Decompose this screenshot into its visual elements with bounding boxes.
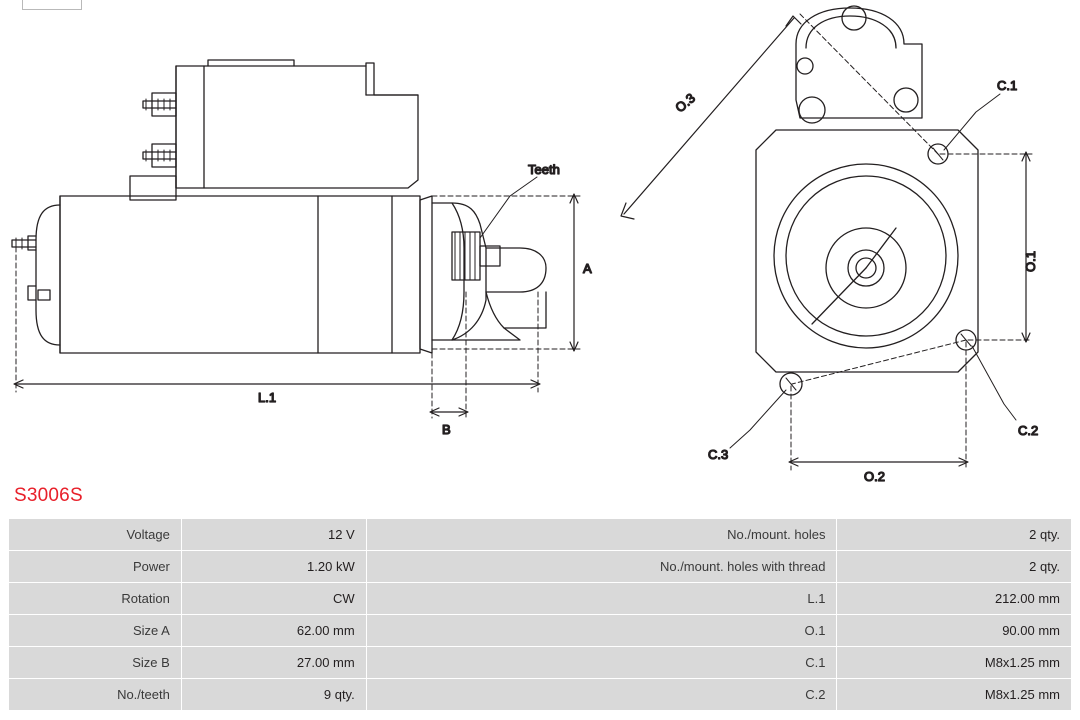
- spec-label-rotation: Rotation: [9, 583, 182, 615]
- solenoid-cap: [208, 60, 294, 66]
- label-dim-b: B: [442, 422, 451, 437]
- label-dim-c3: C.3: [708, 447, 729, 462]
- solenoid-body: [176, 63, 418, 188]
- flange-inner-bore: [786, 176, 946, 336]
- solenoid-hole-right: [894, 88, 918, 112]
- motor-housing: [60, 196, 420, 353]
- label-dim-o3: O.3: [672, 90, 698, 116]
- hub-spoke-2: [812, 268, 866, 324]
- label-dim-l1: L.1: [258, 390, 277, 405]
- label-dim-c1: C.1: [997, 78, 1018, 93]
- specification-table: [8, 518, 1072, 711]
- spec-value-mount-holes-thread: 2 qty.: [837, 551, 1072, 583]
- nose-inner-line: [452, 203, 464, 340]
- dim-b-arrow: [430, 408, 468, 416]
- spec-value-voltage: 12 V: [181, 519, 366, 551]
- dim-a-arrow: [570, 194, 578, 351]
- pinion-gear: [452, 232, 480, 280]
- c2-leader: [972, 346, 1016, 420]
- rear-lug: [38, 290, 50, 300]
- dim-b-extension: [432, 292, 466, 418]
- pinion-shaft: [480, 246, 500, 266]
- part-number: S3006S: [14, 485, 83, 506]
- side-view-starter: [12, 60, 592, 437]
- spec-label-mount-holes: No./mount. holes: [366, 519, 837, 551]
- table-row: [9, 583, 1072, 615]
- flange-outer-bore: [774, 164, 958, 348]
- label-dim-o2: O.2: [864, 469, 885, 484]
- table-row: [9, 615, 1072, 647]
- terminal-upper: [143, 101, 176, 108]
- spec-label-c2: C.2: [366, 679, 837, 711]
- spec-label-o1: O.1: [366, 615, 837, 647]
- dim-o2-extension: [791, 342, 966, 470]
- label-teeth: Teeth: [528, 162, 560, 177]
- solenoid-top-arc: [806, 16, 896, 48]
- spec-value-o1: 90.00 mm: [837, 615, 1072, 647]
- label-dim-o1: O.1: [1023, 251, 1038, 272]
- hub-spoke-1: [866, 228, 896, 268]
- spec-label-size-a: Size A: [9, 615, 182, 647]
- dim-o3-extension: [792, 14, 966, 384]
- spec-label-l1: L.1: [366, 583, 837, 615]
- table-row: [9, 551, 1072, 583]
- solenoid-boss: [842, 6, 866, 30]
- spec-value-rotation: CW: [181, 583, 366, 615]
- table-row: [9, 679, 1072, 711]
- spec-label-size-b: Size B: [9, 647, 182, 679]
- pinion-shaft-cover: [486, 248, 546, 292]
- solenoid-hole-left: [799, 97, 825, 123]
- spec-value-power: 1.20 kW: [181, 551, 366, 583]
- dim-o1-arrow: [1022, 152, 1030, 342]
- spec-value-c1: M8x1.25 mm: [837, 647, 1072, 679]
- spec-label-voltage: Voltage: [9, 519, 182, 551]
- solenoid-small-hole: [797, 58, 813, 74]
- label-dim-c2: C.2: [1018, 423, 1039, 438]
- nose-lower-shoulder: [486, 292, 546, 328]
- teeth-leader: [480, 177, 537, 238]
- dim-o1-extension: [940, 154, 1032, 340]
- dim-a-extension: [432, 196, 580, 349]
- c1-leader: [944, 94, 1000, 150]
- nose-flange: [420, 196, 432, 353]
- spec-label-teeth: No./teeth: [9, 679, 182, 711]
- spec-value-c2: M8x1.25 mm: [837, 679, 1072, 711]
- terminal-lower: [143, 152, 176, 159]
- table-row: [9, 519, 1072, 551]
- c3-leader: [730, 390, 786, 448]
- spec-label-mount-holes-thread: No./mount. holes with thread: [366, 551, 837, 583]
- front-view-starter: [621, 6, 1038, 484]
- solenoid-outline-rear: [796, 8, 922, 118]
- dim-l1-arrow: [14, 380, 540, 388]
- spec-label-power: Power: [9, 551, 182, 583]
- spec-value-mount-holes: 2 qty.: [837, 519, 1072, 551]
- spec-label-c1: C.1: [366, 647, 837, 679]
- spec-value-size-b: 27.00 mm: [181, 647, 366, 679]
- spec-value-teeth: 9 qty.: [181, 679, 366, 711]
- rear-end-cap: [36, 205, 60, 345]
- spec-value-l1: 212.00 mm: [837, 583, 1072, 615]
- drive-housing: [432, 203, 486, 340]
- dim-o3-arrow: [621, 16, 801, 219]
- spec-value-size-a: 62.00 mm: [181, 615, 366, 647]
- dim-o2-arrow: [789, 458, 968, 466]
- label-dim-a: A: [583, 261, 592, 276]
- table-row: [9, 647, 1072, 679]
